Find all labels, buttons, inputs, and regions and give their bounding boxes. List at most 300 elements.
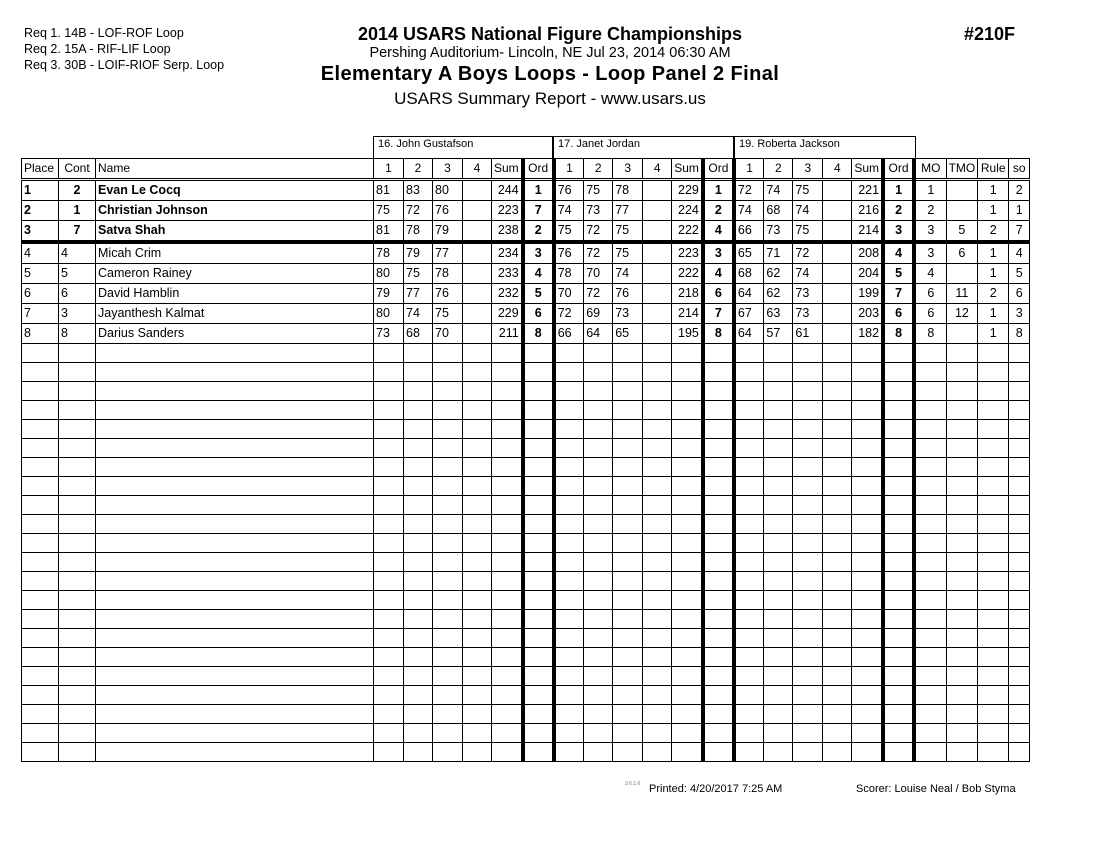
empty-cell bbox=[914, 439, 946, 458]
score-figure-4 bbox=[463, 201, 492, 221]
score-figure-2: 69 bbox=[584, 304, 613, 324]
empty-cell bbox=[613, 610, 643, 629]
empty-cell bbox=[793, 686, 823, 705]
empty-cell bbox=[96, 667, 374, 686]
col-header-tmo: TMO bbox=[946, 159, 978, 180]
column-header-row bbox=[22, 159, 1030, 180]
empty-cell bbox=[96, 382, 374, 401]
empty-cell bbox=[703, 420, 734, 439]
empty-cell bbox=[978, 667, 1009, 686]
place-cell: 8 bbox=[22, 324, 59, 344]
empty-cell bbox=[852, 648, 883, 667]
empty-cell bbox=[823, 743, 852, 762]
ordinal-cell: 1 bbox=[523, 180, 554, 201]
empty-cell bbox=[914, 382, 946, 401]
empty-cell bbox=[672, 382, 703, 401]
empty-cell bbox=[404, 515, 433, 534]
empty-cell bbox=[492, 553, 523, 572]
empty-cell bbox=[523, 610, 554, 629]
empty-cell bbox=[584, 610, 613, 629]
empty-cell bbox=[554, 477, 584, 496]
empty-cell bbox=[643, 344, 672, 363]
ordinal-cell: 2 bbox=[703, 201, 734, 221]
score-figure-1: 76 bbox=[554, 180, 584, 201]
name-cell: Evan Le Cocq bbox=[96, 180, 374, 201]
empty-cell bbox=[96, 610, 374, 629]
empty-cell bbox=[643, 667, 672, 686]
empty-cell bbox=[946, 743, 978, 762]
ordinal-cell: 4 bbox=[883, 242, 914, 264]
empty-cell bbox=[554, 496, 584, 515]
empty-cell bbox=[59, 743, 96, 762]
tmo-cell: 5 bbox=[946, 221, 978, 243]
empty-row bbox=[22, 667, 1030, 686]
empty-cell bbox=[914, 534, 946, 553]
empty-cell bbox=[523, 686, 554, 705]
tmo-cell bbox=[946, 180, 978, 201]
empty-cell bbox=[613, 439, 643, 458]
rule-cell: 1 bbox=[978, 201, 1009, 221]
empty-cell bbox=[946, 382, 978, 401]
ordinal-cell: 8 bbox=[703, 324, 734, 344]
empty-cell bbox=[492, 667, 523, 686]
empty-cell bbox=[22, 648, 59, 667]
score-figure-2: 72 bbox=[584, 242, 613, 264]
empty-cell bbox=[1009, 401, 1030, 420]
empty-cell bbox=[672, 743, 703, 762]
cont-cell: 7 bbox=[59, 221, 96, 243]
empty-cell bbox=[703, 515, 734, 534]
empty-cell bbox=[734, 477, 764, 496]
empty-cell bbox=[463, 420, 492, 439]
empty-cell bbox=[59, 496, 96, 515]
empty-cell bbox=[734, 667, 764, 686]
empty-cell bbox=[734, 591, 764, 610]
table-row bbox=[22, 221, 1030, 243]
empty-cell bbox=[1009, 382, 1030, 401]
mo-cell: 8 bbox=[914, 324, 946, 344]
cont-cell: 4 bbox=[59, 242, 96, 264]
empty-cell bbox=[764, 553, 793, 572]
empty-cell bbox=[523, 382, 554, 401]
empty-cell bbox=[823, 572, 852, 591]
sum-cell: 229 bbox=[492, 304, 523, 324]
empty-cell bbox=[946, 724, 978, 743]
so-cell: 7 bbox=[1009, 221, 1030, 243]
requirement-2: Req 2. 15A - RIF-LIF Loop bbox=[24, 42, 171, 56]
requirement-3: Req 3. 30B - LOIF-RIOF Serp. Loop bbox=[24, 58, 225, 72]
tmo-cell: 11 bbox=[946, 284, 978, 304]
empty-cell bbox=[59, 724, 96, 743]
empty-cell bbox=[22, 610, 59, 629]
empty-cell bbox=[554, 705, 584, 724]
empty-cell bbox=[672, 401, 703, 420]
score-figure-1: 66 bbox=[734, 221, 764, 243]
empty-cell bbox=[584, 705, 613, 724]
empty-cell bbox=[554, 629, 584, 648]
event-number: #210F bbox=[964, 24, 1016, 44]
empty-cell bbox=[96, 629, 374, 648]
cont-cell: 1 bbox=[59, 201, 96, 221]
score-figure-1: 68 bbox=[734, 264, 764, 284]
score-figure-2: 72 bbox=[404, 201, 433, 221]
score-figure-1: 64 bbox=[734, 284, 764, 304]
so-cell: 6 bbox=[1009, 284, 1030, 304]
empty-cell bbox=[643, 724, 672, 743]
score-figure-3: 65 bbox=[613, 324, 643, 344]
sum-cell: 244 bbox=[492, 180, 523, 201]
empty-cell bbox=[584, 344, 613, 363]
empty-cell bbox=[404, 743, 433, 762]
empty-cell bbox=[793, 743, 823, 762]
empty-cell bbox=[734, 743, 764, 762]
score-figure-1: 80 bbox=[374, 304, 404, 324]
so-cell: 3 bbox=[1009, 304, 1030, 324]
place-cell: 7 bbox=[22, 304, 59, 324]
empty-cell bbox=[22, 743, 59, 762]
empty-cell bbox=[978, 705, 1009, 724]
empty-cell bbox=[883, 572, 914, 591]
empty-cell bbox=[96, 686, 374, 705]
empty-cell bbox=[22, 363, 59, 382]
empty-cell bbox=[404, 667, 433, 686]
sum-cell: 214 bbox=[672, 304, 703, 324]
empty-cell bbox=[492, 572, 523, 591]
empty-cell bbox=[764, 572, 793, 591]
score-figure-4 bbox=[823, 180, 852, 201]
empty-cell bbox=[374, 363, 404, 382]
score-figure-2: 75 bbox=[404, 264, 433, 284]
empty-cell bbox=[764, 515, 793, 534]
empty-cell bbox=[554, 724, 584, 743]
tmo-cell: 12 bbox=[946, 304, 978, 324]
sum-cell: 232 bbox=[492, 284, 523, 304]
empty-cell bbox=[59, 477, 96, 496]
empty-cell bbox=[852, 743, 883, 762]
sum-cell: 238 bbox=[492, 221, 523, 243]
empty-cell bbox=[914, 686, 946, 705]
score-figure-4 bbox=[463, 180, 492, 201]
empty-cell bbox=[914, 610, 946, 629]
ordinal-cell: 4 bbox=[703, 264, 734, 284]
empty-cell bbox=[554, 515, 584, 534]
empty-cell bbox=[734, 629, 764, 648]
empty-cell bbox=[672, 610, 703, 629]
empty-cell bbox=[978, 477, 1009, 496]
empty-cell bbox=[433, 344, 463, 363]
score-figure-1: 78 bbox=[374, 242, 404, 264]
sum-cell: 229 bbox=[672, 180, 703, 201]
empty-cell bbox=[554, 572, 584, 591]
empty-cell bbox=[554, 610, 584, 629]
empty-cell bbox=[59, 515, 96, 534]
score-figure-3: 78 bbox=[433, 264, 463, 284]
empty-cell bbox=[463, 724, 492, 743]
empty-cell bbox=[823, 686, 852, 705]
empty-cell bbox=[793, 382, 823, 401]
col-header-sum: Sum bbox=[492, 159, 523, 180]
empty-cell bbox=[643, 648, 672, 667]
so-cell: 2 bbox=[1009, 180, 1030, 201]
score-figure-3: 76 bbox=[433, 284, 463, 304]
empty-cell bbox=[734, 686, 764, 705]
empty-cell bbox=[883, 686, 914, 705]
empty-cell bbox=[883, 401, 914, 420]
empty-cell bbox=[793, 591, 823, 610]
empty-cell bbox=[433, 724, 463, 743]
empty-cell bbox=[523, 705, 554, 724]
empty-cell bbox=[793, 667, 823, 686]
empty-cell bbox=[672, 420, 703, 439]
score-figure-1: 80 bbox=[374, 264, 404, 284]
empty-cell bbox=[978, 629, 1009, 648]
empty-cell bbox=[59, 382, 96, 401]
empty-cell bbox=[492, 648, 523, 667]
empty-cell bbox=[914, 743, 946, 762]
empty-cell bbox=[613, 591, 643, 610]
score-figure-2: 72 bbox=[584, 221, 613, 243]
col-header-ord: Ord bbox=[703, 159, 734, 180]
empty-cell bbox=[613, 724, 643, 743]
empty-cell bbox=[1009, 534, 1030, 553]
empty-cell bbox=[793, 363, 823, 382]
score-figure-1: 75 bbox=[374, 201, 404, 221]
empty-cell bbox=[823, 496, 852, 515]
empty-row bbox=[22, 477, 1030, 496]
empty-row bbox=[22, 344, 1030, 363]
sum-cell: 222 bbox=[672, 221, 703, 243]
empty-cell bbox=[523, 572, 554, 591]
empty-cell bbox=[883, 591, 914, 610]
empty-cell bbox=[523, 439, 554, 458]
sum-cell: 203 bbox=[852, 304, 883, 324]
ordinal-cell: 6 bbox=[883, 304, 914, 324]
empty-cell bbox=[404, 686, 433, 705]
empty-cell bbox=[823, 553, 852, 572]
tmo-cell bbox=[946, 264, 978, 284]
version-text: 3.6.1.6 bbox=[625, 781, 641, 787]
table-row bbox=[22, 201, 1030, 221]
empty-cell bbox=[96, 705, 374, 724]
col-header-ord: Ord bbox=[883, 159, 914, 180]
empty-cell bbox=[703, 667, 734, 686]
empty-cell bbox=[433, 591, 463, 610]
empty-cell bbox=[463, 382, 492, 401]
empty-cell bbox=[883, 439, 914, 458]
empty-cell bbox=[852, 439, 883, 458]
place-cell: 6 bbox=[22, 284, 59, 304]
ordinal-cell: 7 bbox=[703, 304, 734, 324]
empty-cell bbox=[946, 572, 978, 591]
empty-cell bbox=[22, 591, 59, 610]
col-header-figure-4: 4 bbox=[643, 159, 672, 180]
empty-cell bbox=[613, 382, 643, 401]
empty-cell bbox=[1009, 515, 1030, 534]
score-figure-1: 73 bbox=[374, 324, 404, 344]
score-figure-3: 75 bbox=[793, 221, 823, 243]
empty-cell bbox=[764, 686, 793, 705]
ordinal-cell: 8 bbox=[883, 324, 914, 344]
score-figure-3: 76 bbox=[433, 201, 463, 221]
empty-cell bbox=[96, 591, 374, 610]
empty-cell bbox=[914, 420, 946, 439]
sum-cell: 208 bbox=[852, 242, 883, 264]
empty-cell bbox=[374, 705, 404, 724]
score-figure-4 bbox=[643, 201, 672, 221]
empty-row bbox=[22, 534, 1030, 553]
empty-cell bbox=[96, 363, 374, 382]
empty-cell bbox=[852, 420, 883, 439]
empty-cell bbox=[703, 686, 734, 705]
empty-cell bbox=[1009, 496, 1030, 515]
empty-cell bbox=[523, 477, 554, 496]
empty-cell bbox=[978, 382, 1009, 401]
empty-cell bbox=[584, 724, 613, 743]
empty-cell bbox=[914, 629, 946, 648]
report-subtitle: USARS Summary Report - www.usars.us bbox=[394, 89, 706, 108]
empty-cell bbox=[433, 610, 463, 629]
empty-cell bbox=[914, 363, 946, 382]
empty-cell bbox=[703, 629, 734, 648]
empty-cell bbox=[374, 667, 404, 686]
empty-cell bbox=[823, 534, 852, 553]
empty-cell bbox=[734, 401, 764, 420]
score-figure-4 bbox=[643, 284, 672, 304]
empty-cell bbox=[59, 534, 96, 553]
empty-row bbox=[22, 553, 1030, 572]
empty-cell bbox=[978, 496, 1009, 515]
mo-cell: 4 bbox=[914, 264, 946, 284]
empty-cell bbox=[374, 686, 404, 705]
score-figure-2: 77 bbox=[404, 284, 433, 304]
empty-cell bbox=[978, 420, 1009, 439]
empty-cell bbox=[883, 344, 914, 363]
empty-cell bbox=[584, 648, 613, 667]
empty-cell bbox=[703, 705, 734, 724]
score-figure-2: 68 bbox=[404, 324, 433, 344]
empty-cell bbox=[672, 705, 703, 724]
empty-cell bbox=[404, 477, 433, 496]
empty-row bbox=[22, 401, 1030, 420]
empty-cell bbox=[554, 420, 584, 439]
empty-cell bbox=[613, 515, 643, 534]
empty-cell bbox=[613, 743, 643, 762]
empty-row bbox=[22, 686, 1030, 705]
empty-cell bbox=[793, 610, 823, 629]
empty-cell bbox=[59, 591, 96, 610]
empty-cell bbox=[883, 458, 914, 477]
sum-cell: 224 bbox=[672, 201, 703, 221]
empty-cell bbox=[793, 401, 823, 420]
empty-cell bbox=[613, 667, 643, 686]
empty-cell bbox=[883, 515, 914, 534]
score-figure-3: 76 bbox=[613, 284, 643, 304]
empty-cell bbox=[764, 458, 793, 477]
empty-cell bbox=[823, 382, 852, 401]
empty-cell bbox=[22, 534, 59, 553]
empty-cell bbox=[703, 458, 734, 477]
score-figure-1: 72 bbox=[554, 304, 584, 324]
score-figure-3: 74 bbox=[793, 264, 823, 284]
table-row bbox=[22, 304, 1030, 324]
empty-cell bbox=[492, 496, 523, 515]
empty-cell bbox=[764, 705, 793, 724]
empty-cell bbox=[1009, 629, 1030, 648]
empty-cell bbox=[584, 458, 613, 477]
empty-cell bbox=[852, 686, 883, 705]
sum-cell: 204 bbox=[852, 264, 883, 284]
cont-cell: 3 bbox=[59, 304, 96, 324]
col-header-figure-4: 4 bbox=[823, 159, 852, 180]
ordinal-cell: 3 bbox=[703, 242, 734, 264]
ordinal-cell: 4 bbox=[523, 264, 554, 284]
empty-cell bbox=[852, 401, 883, 420]
empty-cell bbox=[672, 648, 703, 667]
empty-cell bbox=[554, 648, 584, 667]
empty-cell bbox=[613, 477, 643, 496]
empty-cell bbox=[22, 629, 59, 648]
empty-cell bbox=[703, 610, 734, 629]
col-header-so: so bbox=[1009, 159, 1030, 180]
empty-cell bbox=[883, 477, 914, 496]
empty-cell bbox=[703, 439, 734, 458]
empty-cell bbox=[883, 363, 914, 382]
empty-cell bbox=[404, 420, 433, 439]
empty-cell bbox=[59, 610, 96, 629]
score-figure-4 bbox=[463, 284, 492, 304]
name-cell: Christian Johnson bbox=[96, 201, 374, 221]
sum-cell: 195 bbox=[672, 324, 703, 344]
table-row bbox=[22, 284, 1030, 304]
score-figure-1: 78 bbox=[554, 264, 584, 284]
empty-cell bbox=[1009, 363, 1030, 382]
empty-cell bbox=[404, 382, 433, 401]
score-figure-3: 72 bbox=[793, 242, 823, 264]
empty-cell bbox=[914, 344, 946, 363]
requirements-list bbox=[24, 25, 224, 73]
score-figure-2: 62 bbox=[764, 264, 793, 284]
so-cell: 4 bbox=[1009, 242, 1030, 264]
empty-cell bbox=[584, 553, 613, 572]
empty-cell bbox=[643, 477, 672, 496]
empty-cell bbox=[946, 477, 978, 496]
place-cell: 5 bbox=[22, 264, 59, 284]
empty-cell bbox=[433, 382, 463, 401]
score-figure-1: 76 bbox=[554, 242, 584, 264]
empty-cell bbox=[554, 458, 584, 477]
score-figure-1: 70 bbox=[554, 284, 584, 304]
empty-cell bbox=[643, 363, 672, 382]
col-header-mo: MO bbox=[914, 159, 946, 180]
empty-cell bbox=[584, 591, 613, 610]
empty-cell bbox=[433, 553, 463, 572]
mo-cell: 6 bbox=[914, 284, 946, 304]
empty-cell bbox=[883, 667, 914, 686]
score-figure-3: 70 bbox=[433, 324, 463, 344]
empty-cell bbox=[793, 705, 823, 724]
rule-cell: 1 bbox=[978, 324, 1009, 344]
empty-cell bbox=[643, 610, 672, 629]
empty-cell bbox=[22, 344, 59, 363]
score-figure-3: 73 bbox=[613, 304, 643, 324]
empty-cell bbox=[554, 743, 584, 762]
empty-cell bbox=[96, 401, 374, 420]
empty-cell bbox=[978, 553, 1009, 572]
empty-cell bbox=[463, 667, 492, 686]
empty-cell bbox=[793, 458, 823, 477]
empty-cell bbox=[613, 686, 643, 705]
empty-cell bbox=[852, 534, 883, 553]
